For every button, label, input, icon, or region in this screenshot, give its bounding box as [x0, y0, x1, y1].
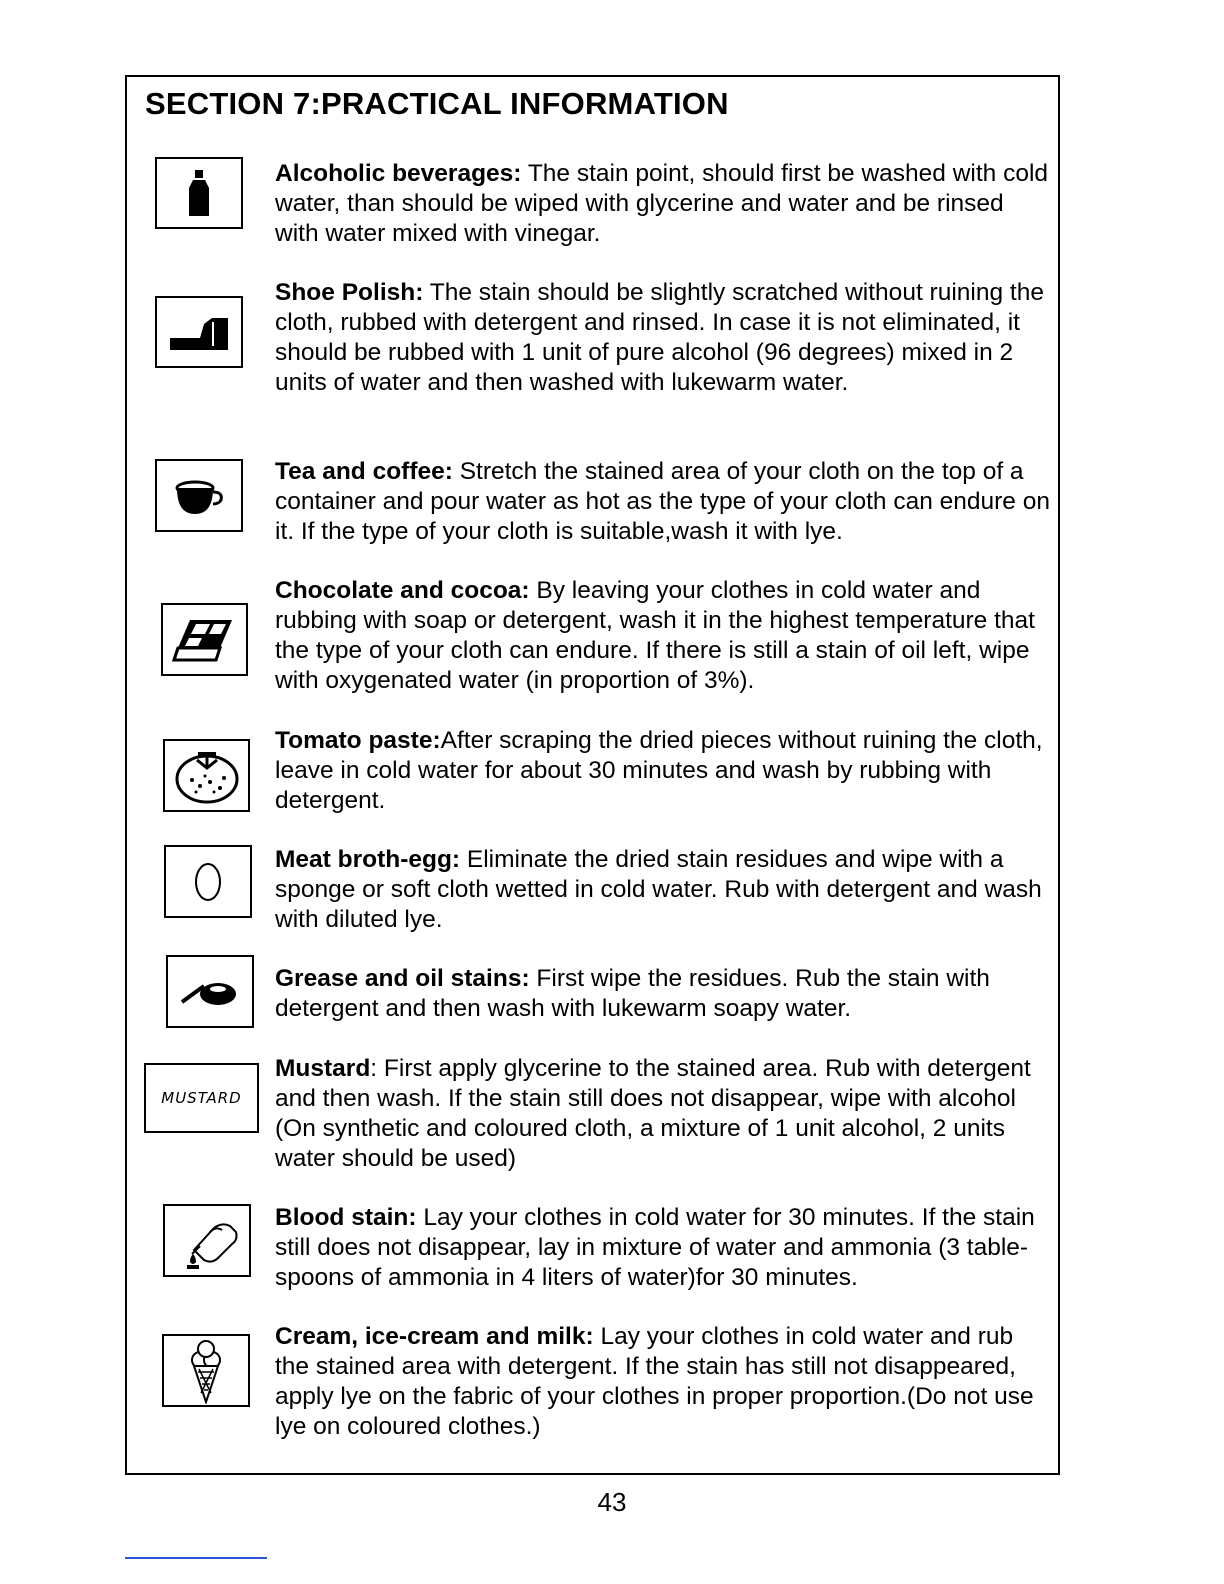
entry-heading: Blood stain: [275, 1204, 417, 1231]
entry-grease-and-oil-stains [275, 964, 1050, 1024]
entry-chocolate-and-cocoa [275, 576, 1050, 696]
entry-text: The stain should be slightly scratched without ruining the cloth, rubbed with detergent and rinsed. In case it is not eliminated, it should be rubbed with 1 unit of pure alcohol (96 degrees) mixed in 2 units of water and then washed with lukewarm water. [275, 279, 1044, 396]
entry-text: Lay your clothes in cold water and rub the stained area with detergent. If the stain has still not disappeared, apply lye on the fabric of your clothes in proper proportion.(Do not use lye on coloured clothes.) [275, 1323, 1034, 1440]
entry-tomato-paste [275, 726, 1050, 816]
entry-heading: Cream, ice-cream and milk: [275, 1323, 594, 1350]
shoe-icon [164, 310, 234, 354]
entry-text: After scraping the dried pieces without ruining the cloth, leave in cold water for about 30 minutes and wash by rubbing with detergent. [275, 727, 1043, 814]
entry-text: Eliminate the dried stain residues and wipe with a sponge or soft cloth wetted in cold water. Rub with detergent and wash with diluted lye. [275, 846, 1042, 933]
entry-heading: Tomato paste: [275, 727, 441, 754]
oil-can-icon-box [166, 955, 254, 1028]
entry-heading: Tea and coffee: [275, 458, 453, 485]
cup-icon-box [155, 459, 243, 532]
chocolate-icon [172, 614, 238, 666]
entry-tea-and-coffee [275, 457, 1050, 547]
entry-cream-ice-cream-and-milk [275, 1322, 1050, 1442]
entry-heading: Alcoholic beverages: [275, 160, 522, 187]
entry-alcoholic-beverages [275, 159, 1050, 249]
entry-meat-broth-egg [275, 845, 1050, 935]
tomato-icon-box [163, 739, 250, 812]
blood-drop-icon-box [163, 1204, 251, 1277]
section-title: SECTION 7:PRACTICAL INFORMATION [145, 86, 729, 121]
egg-icon-box [164, 845, 252, 918]
footnote-line [125, 1557, 267, 1559]
entry-text: First wipe the residues. Rub the stain with detergent and then wash with lukewarm soapy water. [275, 965, 990, 1022]
blood-drop-icon [172, 1210, 242, 1272]
chocolate-icon-box [161, 603, 248, 676]
mustard-label-text: MUSTARD [161, 1089, 242, 1107]
page-number: 43 [597, 1487, 627, 1517]
ice-cream-icon-box [162, 1334, 250, 1407]
egg-icon [193, 860, 223, 904]
entry-blood-stain [275, 1203, 1050, 1293]
ice-cream-icon [184, 1338, 228, 1404]
entry-heading: Shoe Polish: [275, 279, 424, 306]
entry-mustard [275, 1054, 1050, 1174]
bottle-icon [184, 168, 214, 218]
entry-text: Lay your clothes in cold water for 30 minutes. If the stain still does not disappear, lay in mixture of water and ammonia (3 table-spoons of ammonia in 4 liters of water)for 30 minutes. [275, 1204, 1035, 1291]
entry-heading: Mustard [275, 1055, 371, 1082]
bottle-icon-box [155, 157, 243, 229]
entry-text: The stain point, should first be washed with cold water, than should be wiped with glycerine and water and be rinsed with water mixed with vinegar. [275, 160, 1049, 247]
entry-heading: Meat broth-egg: [275, 846, 461, 873]
tomato-icon [172, 746, 242, 806]
mustard-label-icon [144, 1063, 259, 1133]
entry-shoe-polish [275, 278, 1050, 398]
shoe-icon-box [155, 296, 243, 368]
entry-heading: Chocolate and cocoa: [275, 577, 530, 604]
entry-text: Stretch the stained area of your cloth on the top of a container and pour water as hot as the type of your cloth can endure on it. If the type of your cloth is suitable,wash it with lye. [275, 458, 1050, 545]
entry-text: By leaving your clothes in cold water and rubbing with soap or detergent, wash it in the highest temperature that the type of your cloth can endure. If there is still a stain of oil left, wipe with oxygenated water (in proportion of 3%). [275, 577, 1035, 694]
oil-can-icon [178, 972, 242, 1012]
entry-heading: Grease and oil stains: [275, 965, 530, 992]
cup-icon [171, 474, 227, 518]
entry-text: : First apply glycerine to the stained area. Rub with detergent and then wash. If the stain still does not disappear, wipe with alcohol (On synthetic and coloured cloth, a mixture of 1 unit alcohol, 2 units water should be used) [275, 1055, 1031, 1172]
